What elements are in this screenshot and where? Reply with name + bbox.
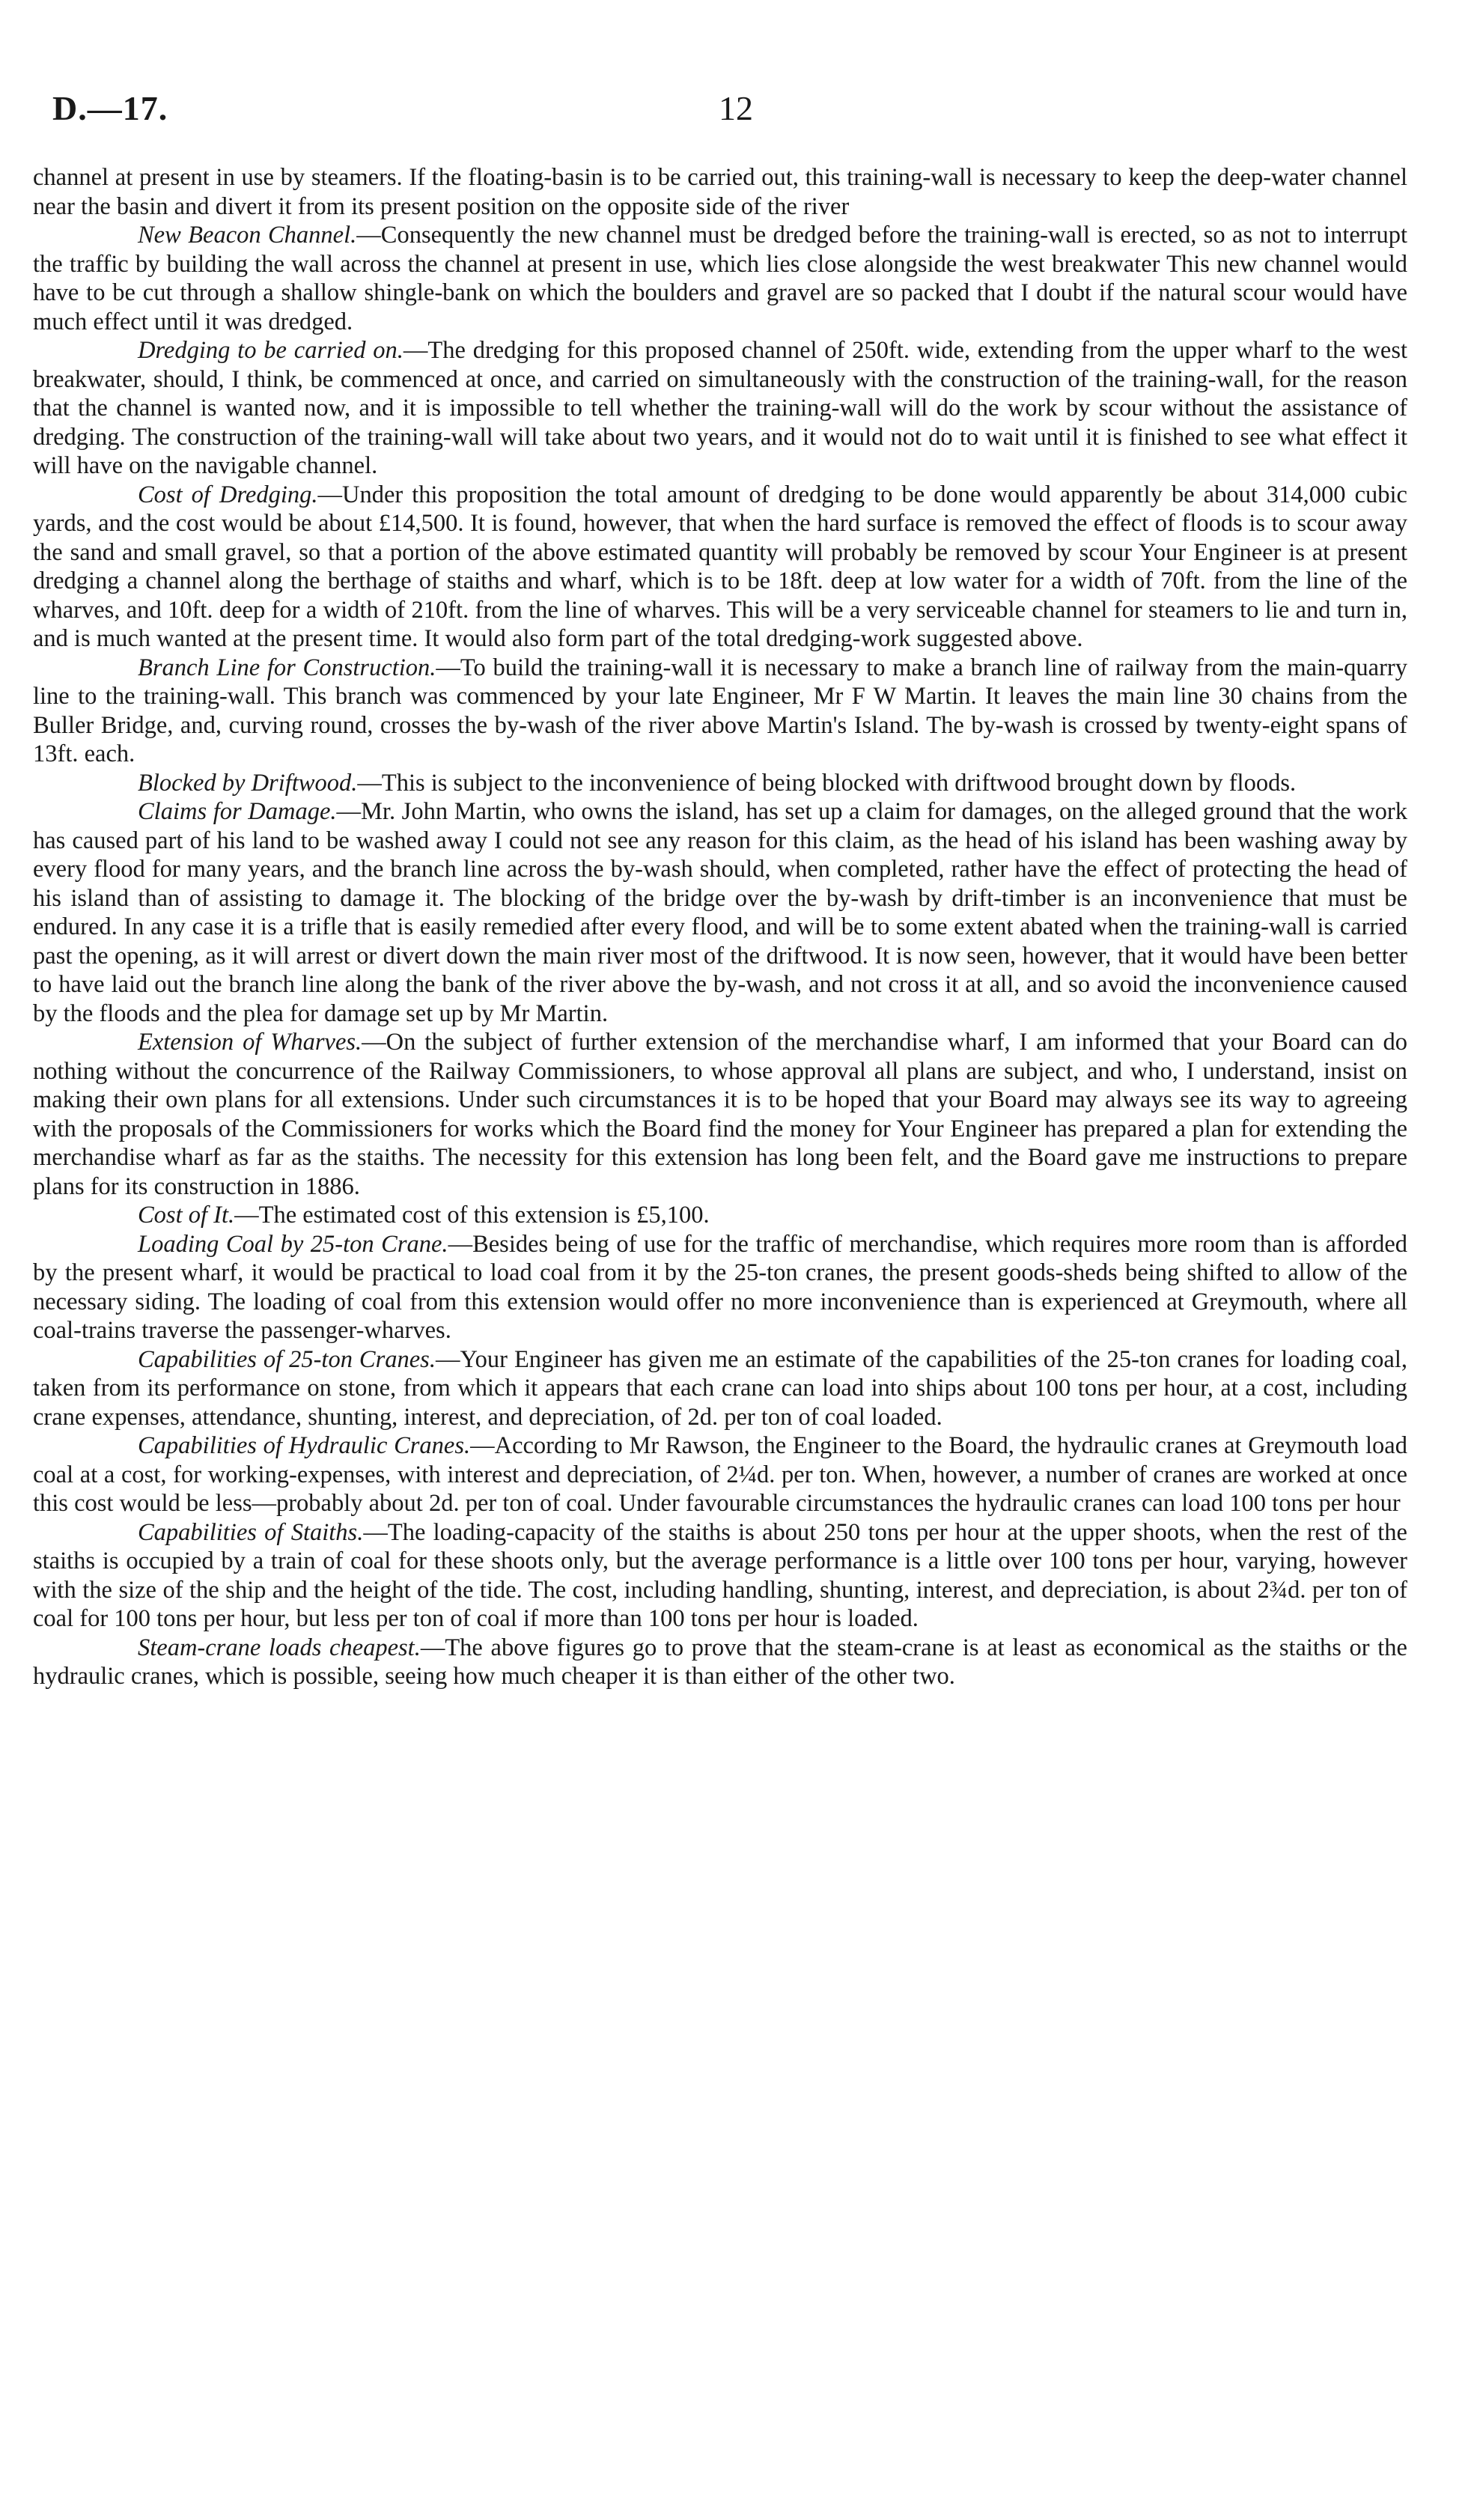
paragraph-branch-line	[33, 654, 1407, 769]
paragraph-text: —On the subject of further extension of the merchandise wharf, I am informed that your Board can do nothing without the concurrence of the Railway Commissioners, to whose approval all plans are subject, and who, I understand, insist on making their own plans for all extensions. Under such circumstances it is to be hoped that your Board may always see its way to agreeing with the proposals of the Commissioners for works which the Board find the money for Your Engineer has prepared a plan for extending the merchandise wharf as far as the staiths. The necessity for this extension has long been felt, and the Board gave me instructions to prepare plans for its construction in 1886.	[33, 1029, 1407, 1200]
paragraph-extension-of-wharves	[33, 1028, 1407, 1201]
paragraph-heading: Capabilities of Staiths.	[138, 1518, 364, 1546]
paragraph-dredging-to-be-carried-on	[33, 336, 1407, 481]
paragraph-text: channel at present in use by steamers. If the floating-basin is to be carried out, this training-wall is necessary to keep the deep-water channel near the basin and divert it from its present position on the opposite side of the river	[33, 164, 1407, 220]
paragraph-heading: Cost of It.	[138, 1202, 235, 1229]
page-header	[52, 88, 1415, 141]
paragraph-steam-crane-cheapest	[33, 1634, 1407, 1691]
paragraph-text: —The dredging for this proposed channel of 250ft. wide, extending from the upper wharf to the west breakwater, should, I think, be commenced at once, and carried on simultaneously with the construction of the training-wall, for the reason that the channel is wanted now, and it is impossible to tell whether the training-wall will do the work by scour without the assistance of dredging. The construction of the training-wall will take about two years, and it would not do to wait until it is finished to see what effect it will have on the navigable channel.	[33, 337, 1408, 479]
paragraph-cost-of-dredging	[33, 481, 1407, 654]
document-body	[33, 163, 1407, 1691]
paragraph-text: —Besides being of use for the traffic of merchandise, which requires more room than is afforded by the present wharf, it would be practical to load coal from it by the 25-ton cranes, the present goods-sheds being shifted to allow of the necessary siding. The loading of coal from this extension would offer no more inconvenience than is experienced at Greymouth, where all coal-trains traverse the passenger-wharves.	[33, 1230, 1407, 1344]
paragraph-capabilities-hydraulic-cranes	[33, 1431, 1407, 1518]
paragraph-text: —The estimated cost of this extension is £5,100.	[234, 1202, 710, 1229]
paragraph-heading: Capabilities of 25-ton Cranes.	[138, 1345, 436, 1373]
page-number: 12	[719, 89, 753, 127]
paragraph-heading: Loading Coal by 25-ton Crane.	[138, 1230, 448, 1258]
document-id: D.—17.	[52, 89, 168, 127]
paragraph-text: —Your Engineer has given me an estimate of the capabilities of the 25-ton cranes for loading coal, taken from its performance on stone, from which it appears that each crane can load into ships about 100 tons per hour, at a cost, including crane expenses, attendance, shunting, interest, and depreciation, of 2d. per ton of coal loaded.	[33, 1345, 1407, 1431]
paragraph-heading: Dredging to be carried on.	[138, 337, 403, 364]
paragraph-text: —Consequently the new channel must be dredged before the training-wall is erected, so as not to interrupt the traffic by building the wall across the channel at present in use, which lies close alongside the west breakwater This new channel would have to be cut through a shallow shingle-bank on which the boulders and gravel are so packed that I doubt if the natural scour would have much effect until it was dredged.	[33, 222, 1407, 335]
paragraph-text: —To build the training-wall it is necessary to make a branch line of railway from the main-quarry line to the training-wall. This branch was commenced by your late Engineer, Mr F W Martin. It leaves the main line 30 chains from the Buller Bridge, and, curving round, crosses the by-wash of the river above Martin's Island. The by-wash is crossed by twenty-eight spans of 13ft. each.	[33, 654, 1407, 767]
paragraph-text: —Mr. John Martin, who owns the island, has set up a claim for damages, on the alleged ground that the work has caused part of his land to be washed away I could not see any reason for this claim, as the head of his island has been washing away by every flood for many years, and the branch line across the by-wash should, when completed, rather have the effect of protecting the head of his island than of assisting to damage it. The blocking of the bridge over the by-wash by drift-timber is an inconvenience that must be endured. In any case it is a trifle that is easily remedied after every flood, and will be to some extent abated when the training-wall is carried past the opening, as it will arrest or divert down the main river most of the driftwood. It is now seen, however, that it would have been better to have laid out the branch line along the bank of the river above the by-wash, and not cross it at all, and so avoid the inconvenience caused by the floods and the plea for damage set up by Mr Martin.	[33, 798, 1408, 1027]
paragraph-blocked-by-driftwood	[33, 769, 1407, 798]
paragraph-loading-coal	[33, 1230, 1407, 1345]
paragraph-heading: Claims for Damage.	[138, 798, 337, 825]
paragraph-heading: Cost of Dredging.	[138, 481, 318, 508]
paragraph-heading: New Beacon Channel.	[138, 222, 357, 249]
paragraph-heading: Steam-crane loads cheapest.	[138, 1634, 421, 1661]
paragraph-heading: Branch Line for Construction.	[138, 654, 436, 681]
paragraph-text: —According to Mr Rawson, the Engineer to the Board, the hydraulic cranes at Greymouth load coal at a cost, for working-expenses, with interest and depreciation, of 2¼d. per ton. When, however, a number of cranes are worked at once this cost would be less—probably about 2d. per ton of coal. Under favourable circumstances the hydraulic cranes can load 100 tons per hour	[33, 1432, 1407, 1517]
paragraph-heading: Capabilities of Hydraulic Cranes.	[138, 1432, 471, 1459]
paragraph-heading: Extension of Wharves.	[138, 1029, 362, 1056]
paragraph-capabilities-25-ton-cranes	[33, 1345, 1407, 1432]
paragraph-heading: Blocked by Driftwood.	[138, 769, 358, 797]
paragraph-claims-for-damage	[33, 797, 1407, 1028]
paragraph-new-beacon-channel	[33, 221, 1407, 336]
paragraph-text: —The loading-capacity of the staiths is about 250 tons per hour at the upper shoots, when the rest of the staiths is occupied by a train of coal for these shoots only, but the average performance is a little over 100 tons per hour, varying, however with the size of the ship and the height of the tide. The cost, including handling, shunting, interest, and depreciation, is about 2¾d. per ton of coal for 100 tons per hour, but less per ton of coal if more than 100 tons per hour is loaded.	[33, 1518, 1407, 1632]
paragraph-text: —The above figures go to prove that the steam-crane is at least as economical as the staiths or the hydraulic cranes, which is possible, seeing how much cheaper it is than either of the other two.	[33, 1634, 1407, 1690]
paragraph-cost-of-it	[33, 1201, 1407, 1230]
paragraph-continuation	[33, 163, 1407, 221]
paragraph-capabilities-of-staiths	[33, 1518, 1407, 1634]
paragraph-text: —This is subject to the inconvenience of being blocked with driftwood brought down by floods.	[357, 769, 1297, 797]
paragraph-text: —Under this proposition the total amount of dredging to be done would apparently be about 314,000 cubic yards, and the cost would be about £14,500. It is found, however, that when the hard surface is removed the effect of floods is to scour away the sand and small gravel, so that a portion of the above estimated quantity will probably be removed by scour Your Engineer is at present dredging a channel along the berthage of staiths and wharf, which is to be 18ft. deep at low water for a width of 70ft. from the line of the wharves, and 10ft. deep for a width of 210ft. from the line of wharves. This will be a very serviceable channel for steamers to lie and turn in, and is much wanted at the present time. It would also form part of the total dredging-work suggested above.	[33, 481, 1407, 652]
